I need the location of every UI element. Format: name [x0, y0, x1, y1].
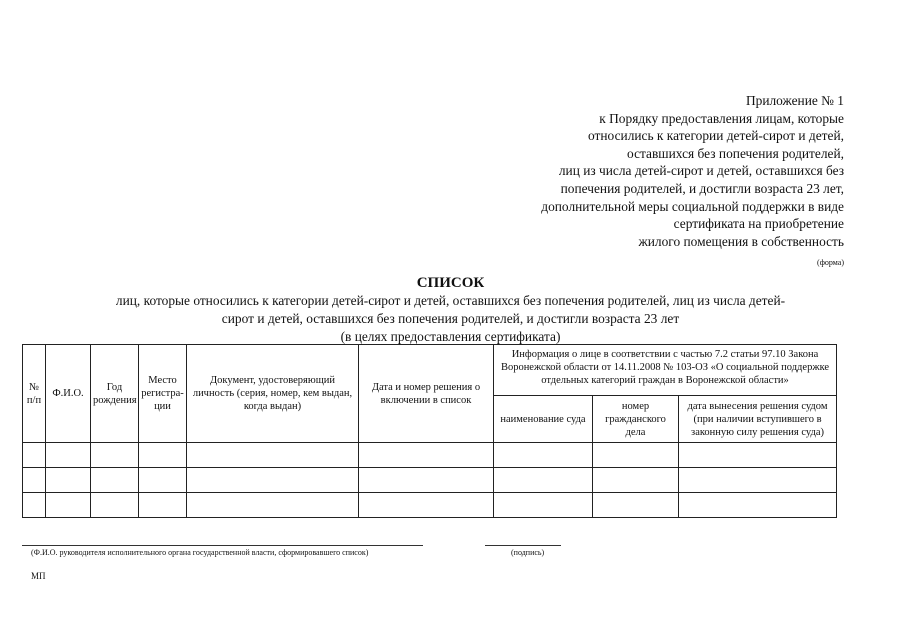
form-mark: (форма) — [817, 258, 844, 267]
document-purpose: (в целях предоставления сертификата) — [340, 329, 561, 344]
table-cell[interactable] — [139, 443, 187, 468]
col-header-court-name: наименование суда — [494, 396, 593, 443]
table-cell[interactable] — [593, 493, 679, 518]
table-cell[interactable] — [91, 493, 139, 518]
table-cell[interactable] — [46, 468, 91, 493]
appendix-line: Приложение № 1 — [745, 93, 844, 108]
table-cell[interactable] — [23, 468, 46, 493]
signature-caption: (подпись) — [511, 548, 545, 557]
appendix-line: оставшихся без попечения родителей, — [627, 145, 844, 161]
table-cell[interactable] — [494, 468, 593, 493]
table-cell[interactable] — [593, 468, 679, 493]
document-title: СПИСОК — [416, 275, 485, 291]
table-header-row — [23, 345, 837, 396]
document-subtitle — [40, 292, 861, 327]
subtitle-line: лиц, которые относились к категории детей-сирот и детей, оставшихся без попечения родителей, лиц из числа детей- — [115, 293, 786, 308]
col-header-case-number: номер гражданского дела — [593, 396, 679, 443]
table-cell[interactable] — [359, 443, 494, 468]
table-cell[interactable] — [494, 443, 593, 468]
signature-line[interactable] — [485, 545, 561, 546]
seal-mark: МП — [31, 571, 46, 581]
table-cell[interactable] — [359, 493, 494, 518]
table-cell[interactable] — [139, 468, 187, 493]
col-header-document: Документ, удостоверяющий личность (серия, номер, кем выдан, когда выдан) — [187, 345, 359, 443]
table-cell[interactable] — [187, 493, 359, 518]
table-cell[interactable] — [91, 443, 139, 468]
register-table — [22, 344, 837, 518]
head-name-caption: (Ф.И.О. руководителя исполнительного органа государственной власти, сформировавшего список) — [31, 548, 369, 557]
head-name-line[interactable] — [22, 545, 423, 546]
table-row — [23, 443, 837, 468]
table-cell[interactable] — [46, 493, 91, 518]
table-cell[interactable] — [91, 468, 139, 493]
subtitle-line: сирот и детей, оставшихся без попечения родителей, и достигли возраста 23 лет — [221, 310, 680, 326]
table-cell[interactable] — [23, 493, 46, 518]
table-cell[interactable] — [139, 493, 187, 518]
table-cell[interactable] — [679, 493, 837, 518]
col-header-court-date: дата вынесения решения судом (при наличии вступившего в законную силу решения суда) — [679, 396, 837, 443]
appendix-line: к Порядку предоставления лицам, которые — [599, 110, 844, 126]
table-cell[interactable] — [359, 468, 494, 493]
table-row — [23, 468, 837, 493]
table-cell[interactable] — [23, 443, 46, 468]
appendix-line: лиц из числа детей-сирот и детей, оставшихся без — [558, 163, 844, 179]
table-cell[interactable] — [187, 468, 359, 493]
table-cell[interactable] — [187, 443, 359, 468]
table-cell[interactable] — [46, 443, 91, 468]
col-header-registration: Место регистра-ции — [139, 345, 187, 443]
col-header-fio: Ф.И.О. — [46, 345, 91, 443]
table-cell[interactable] — [593, 443, 679, 468]
appendix-line: сертификата на приобретение — [673, 216, 844, 232]
table-cell[interactable] — [679, 468, 837, 493]
table-row — [23, 493, 837, 518]
appendix-line: попечения родителей, и достигли возраста 23 лет, — [560, 180, 844, 196]
col-header-birth-year: Год рождения — [91, 345, 139, 443]
appendix-line: жилого помещения в собственность — [638, 233, 844, 249]
table-cell[interactable] — [494, 493, 593, 518]
col-header-info-group: Информация о лице в соответствии с частью 7.2 статьи 97.10 Закона Воронежской области от 14.11.2008 № 103-ОЗ «О социальной поддержке отдельных категорий граждан в Воронежской области» — [494, 345, 837, 396]
table-cell[interactable] — [679, 443, 837, 468]
col-header-decision: Дата и номер решения о включении в список — [359, 345, 494, 443]
appendix-line: дополнительной меры социальной поддержки в виде — [541, 198, 844, 214]
appendix-line: относились к категории детей-сирот и детей, — [588, 128, 844, 144]
col-header-num: № п/п — [23, 345, 46, 443]
appendix-header — [541, 92, 844, 250]
